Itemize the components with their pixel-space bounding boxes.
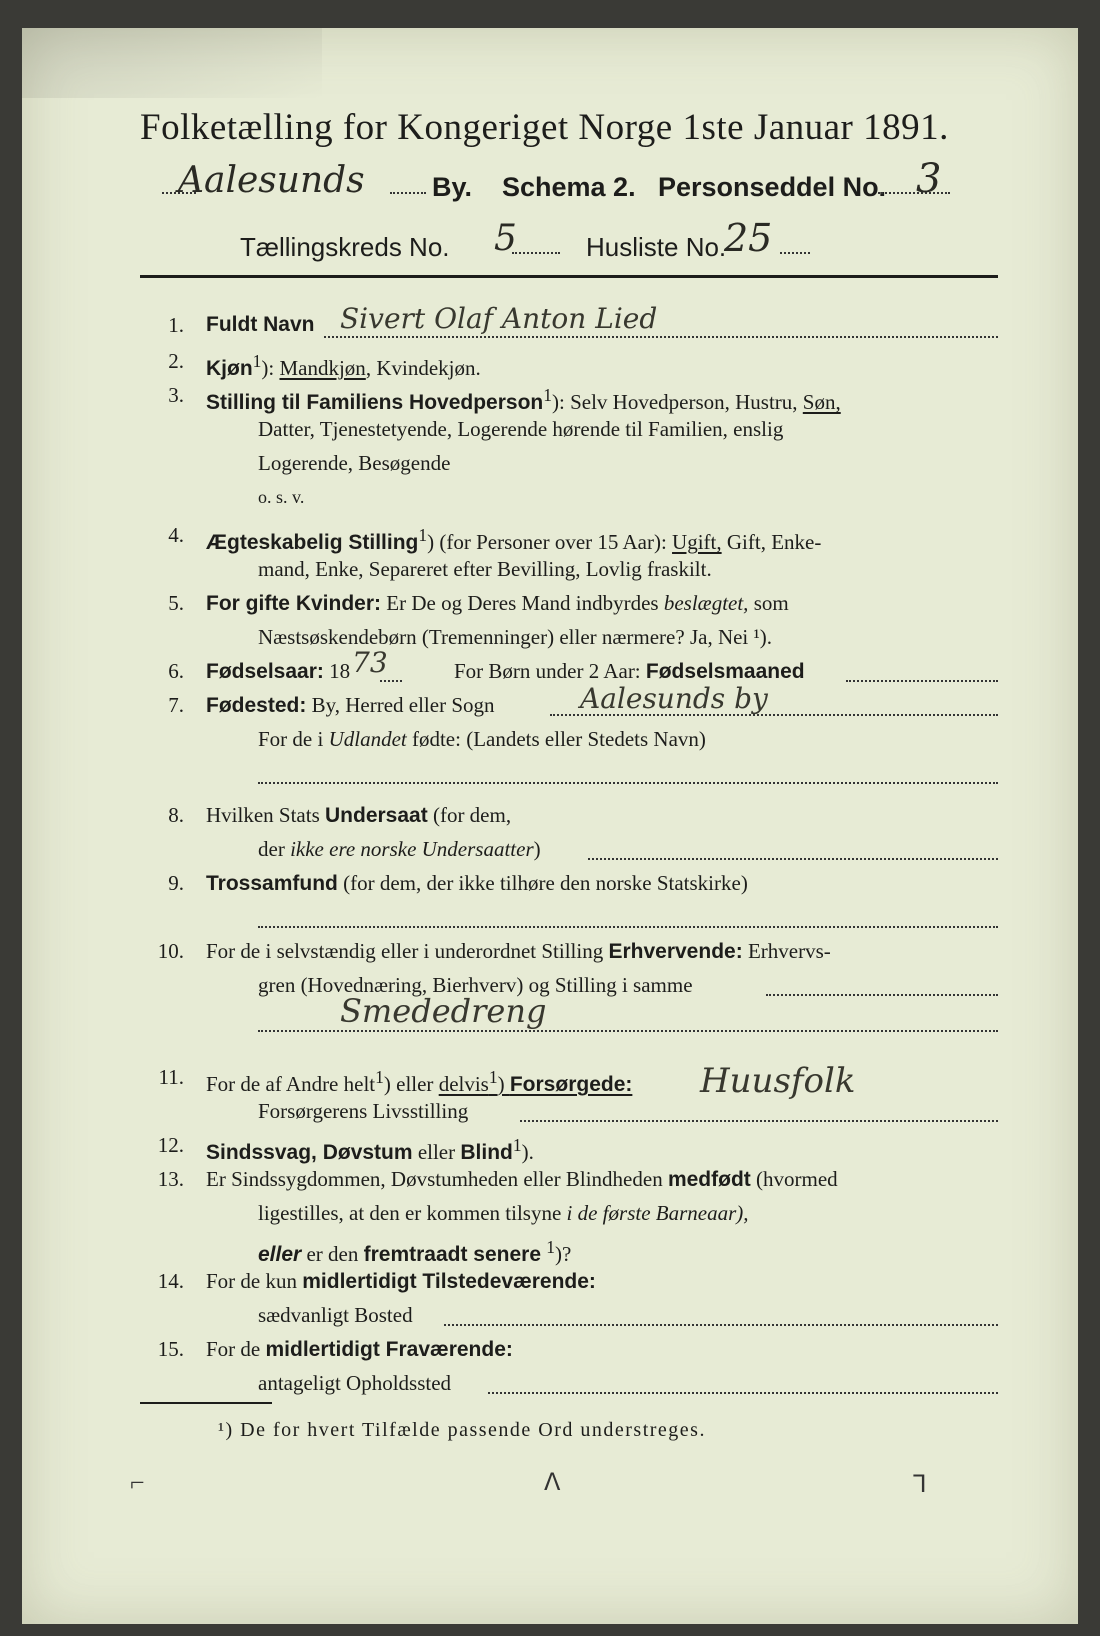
item-6 [140,646,998,690]
item-number: 5. [168,591,184,615]
item-11: 11. For de af Andre helt$^1$) eller delvis$^1$) Forsørgede: Huusfolk Forsørgerens Livsstilling [140,1060,998,1130]
item-number: 12. [157,1133,184,1157]
item-14 [140,1264,998,1334]
item-text: Selv Hovedperson, Hustru, [570,390,798,414]
option-male-selected: Mandkjøn [279,356,366,380]
item-15 [140,1332,998,1402]
answer-line [520,1120,998,1122]
item-text: eller [258,1243,302,1266]
item-label: Erhvervende: [608,940,743,963]
husliste-number: 25 [724,216,773,260]
tick-mark: ᐱ [544,1470,561,1496]
item-text: For de i [258,727,324,751]
item-text: beslægtet, [663,591,749,615]
item-label: fremtraadt senere [363,1243,542,1266]
dotted-leader [512,242,560,254]
item-label: Fødselsmaaned [645,660,805,683]
item-text: Logerende, Besøgende [258,451,451,475]
item-label: Ægteskabelig Stilling [206,531,419,554]
answer-line [324,336,998,338]
footnote-mark: 1 [543,385,552,405]
option-son-selected: Søn, [802,390,841,414]
item-text: For de kun [206,1269,297,1293]
birthplace-answer: Aalesunds by [580,682,768,715]
item-number: 13. [157,1167,184,1191]
occupation-answer: Smededreng [340,992,547,1030]
item-label: Fødested: [206,694,307,717]
item-number: 10. [157,939,184,963]
item-text: ikke ere norske Undersaatter [290,837,534,861]
option-female: Kvindekjøn. [376,356,481,380]
item-9 [140,866,998,936]
item-label: For gifte Kvinder: [206,592,382,615]
item-7 [140,682,998,798]
item-label: Stilling til Familiens Hovedperson [206,391,544,414]
item-text: (hvormed [756,1167,838,1191]
item-5 [140,586,998,656]
item-label: Kjøn [206,357,253,380]
year-prefix: 18 [329,659,351,683]
kreds-number: 5 [494,218,517,259]
item-text: (for dem, der ikke tilhøre den norske Statskirke) [343,871,748,895]
item-text: (for dem, [432,803,512,827]
item-number: 4. [168,523,184,547]
item-text: fødte: (Landets eller Stedets Navn) [411,727,706,751]
item-text: For de i selvstændig eller i underordnet Stilling [206,939,604,963]
answer-line [258,782,998,784]
item-label: midlertidigt Fraværende: [265,1338,513,1361]
item-text: som [753,591,789,615]
item-label: Trossamfund [206,872,338,895]
item-text: Gift, Enke- [726,530,822,554]
item-text: der [258,837,285,861]
item-text: For de [206,1337,261,1361]
item-text: For de af Andre helt [206,1072,376,1096]
personseddel-label: Personseddel No. [658,172,887,202]
answer-line [488,1392,998,1394]
answer-line [846,680,998,682]
item-text: er den [306,1242,359,1266]
item-text: ? [562,1242,572,1266]
item-13: 13. Er Sindssygdommen, Døvstumheden eller Blindheden medfødt (hvormed ligestilles, at den er kommen tilsyne i de første Barneaar), eller er den fremtraadt senere $^1$)? [140,1162,998,1272]
birth-year-answer: 73 [352,646,388,679]
footnote: ¹) De for hvert Tilfælde passende Ord understreges. [218,1419,706,1441]
option-delvis-selected: delvis [438,1072,489,1096]
kreds-label: Tællingskreds No. [240,232,450,262]
item-label: Blind [460,1141,513,1164]
item-number: 9. [168,871,184,895]
dotted-leader [390,182,426,194]
tick-mark: ⌐ [130,1468,145,1497]
item-8: 8. Hvilken Stats Undersaat (for dem, der ikke ere norske Undersaatter) [140,798,998,868]
item-label: Forsørgede: [509,1073,633,1096]
item-number: 2. [168,349,184,373]
answer-line [766,994,998,996]
item-number: 3. [168,383,184,407]
item-label: medfødt [667,1168,751,1191]
item-number: 8. [168,803,184,827]
item-text: Udlandet [328,727,407,751]
item-text: eller [396,1072,434,1096]
item-3: 3. Stilling til Familiens Hovedperson$^1$): Selv Hovedperson, Hustru, Søn, Datter, Tjenestetyende, Logerende hørende til Familien, enslig Logerende, Besøgende o. s. v. [140,378,998,518]
item-text: mand, Enke, Separeret efter Bevilling, Lovlig fraskilt. [258,557,712,581]
item-text: i de første Barneaar), [566,1201,749,1225]
item-text: (for Personer over 15 Aar): [439,530,667,554]
answer-line [380,680,402,682]
provider-answer: Huusfolk [700,1061,856,1101]
item-text: ligestilles, at den er kommen tilsyne [258,1201,562,1225]
item-text: Forsørgerens Livsstilling [258,1099,469,1123]
item-text: By, Herred eller Sogn [311,693,495,717]
item-text: Er Sindssygdommen, Døvstumheden eller Blindheden [206,1167,663,1191]
item-label: midlertidigt Tilstedeværende: [302,1270,596,1293]
answer-line [258,1030,998,1032]
tick-mark: ᒣ [912,1472,927,1498]
item-text: eller [417,1140,456,1164]
form-title: Folketælling for Kongeriget Norge 1ste Januar 1891. [140,107,949,148]
item-number: 7. [168,693,184,717]
page-stain [22,28,322,98]
item-text: Hvilken Stats [206,803,320,827]
header-line-kreds [240,216,1000,272]
schema-label: Schema 2. [502,172,636,202]
item-number: 11. [158,1065,184,1089]
husliste-label: Husliste No. [586,232,727,262]
personseddel-number: 3 [916,156,942,202]
item-label: Sindssvag, Døvstum [206,1141,413,1164]
item-label: Undersaat [325,804,428,827]
answer-line [588,858,998,860]
by-label: By. [432,172,473,202]
item-number: 14. [157,1269,184,1293]
footnote-mark: 1 [252,351,262,371]
item-4: 4. Ægteskabelig Stilling$^1$) (for Personer over 15 Aar): Ugift, Gift, Enke- mand, Enke, Separeret efter Bevilling, Lovlig fraskilt. [140,518,998,588]
item-text: o. s. v. [258,487,305,507]
answer-line [444,1324,998,1326]
item-text: Erhvervs- [747,939,831,963]
item-number: 15. [157,1337,184,1361]
name-answer: Sivert Olaf Anton Lied [340,302,658,335]
item-text: Datter, Tjenestetyende, Logerende hørende til Familien, enslig [258,417,784,441]
footnote-mark: 1 [512,1135,522,1155]
item-label: Fuldt Navn [206,313,315,336]
option-ugift-selected: Ugift, [672,530,722,554]
item-text: gren (Hovednæring, Bierhverv) og Stilling i samme [258,973,693,997]
item-number: 6. [168,659,184,683]
item-text: sædvanligt Bosted [258,1303,413,1327]
census-form-page: Folketælling for Kongeriget Norge 1ste Januar 1891. Aalesunds By. Schema 2. Personseddel No. 3 Tællingskreds No. 5 Husliste No. 25 1. Fuldt Navn Sivert Olaf Anton Lied 2. Kjøn$^1$): Mandkjøn, Kvindekjøn. 3. Stilling til Familiens Hovedperson$^1$): Selv Hovedperson, Hustru, Søn, Datter, Tjenestetyende, Logerende hørende til Familien, enslig Logerende, Besøgende o. s. v. 4. Ægteskabelig Stilling$^1$) (for Personer over 15 Aar): Ugift, Gift, Enke- mand, Enke, Separeret efter Bevilling, Lovlig fraskilt. 5. For gifte Kvinder: Er De og Deres Mand indbyrdes beslægtet, som Næstsøskendebørn (Tremenninger) eller nærmere? Ja, Nei ¹). 6. Fødselsaar: 18 73 For Børn under 2 Aar: Fødselsmaaned 7. Fødested: By, Herred eller Sogn Aalesunds by For de i Udlandet fødte: (Landets eller Stedets Navn) 8. Hvilken Stats Undersaat (for dem, der ikke ere norske Undersaatter) 9. Trossamfund (for dem, der ikke tilhøre den norske Statskirke) 10. For de i selvstændig eller i underordnet Stilling Erhvervende: Erhvervs- gren (Hovednæring, Bierhverv) og Stilling i samme Smededreng 11. For de af Andre helt$^1$) eller delvis$^1$) Forsørgede: Huusfolk Forsørgerens Livsstilling 12. Sindssvag, Døvstum eller Blind$^1$). 13. Er Sindssygdommen, Døvstumheden eller Blindheden medfødt (hvormed ligestilles, at den er kommen tilsyne i de første Barneaar), eller er den fremtraadt senere $^1$)? 14. For de kun midlertidigt Tilstedeværende: sædvanligt Bosted 15. For de midlertidigt Fraværende: antageligt Opholdssted ¹) De for hvert Tilfælde passende Ord understreges. ⌐ ᐱ ᒣ [22,28,1078,1624]
header-rule [140,275,998,278]
item-text: For Børn under 2 Aar: [454,659,641,683]
item-10 [140,934,998,1054]
answer-line [258,926,998,928]
header-line-city [140,156,1000,216]
footnote-rule [140,1402,272,1404]
item-text: antageligt Opholdssted [258,1371,452,1395]
item-text: Er De og Deres Mand indbyrdes [386,591,659,615]
item-number: 1. [168,313,184,337]
item-1 [140,302,998,348]
city-handwritten: Aalesunds [178,160,365,201]
item-text: Næstsøskendebørn (Tremenninger) eller nærmere? Ja, Nei ¹). [258,625,773,649]
item-label: Fødselsaar: [206,660,324,683]
footnote-mark: 1 [418,525,428,545]
dotted-leader [780,242,810,254]
